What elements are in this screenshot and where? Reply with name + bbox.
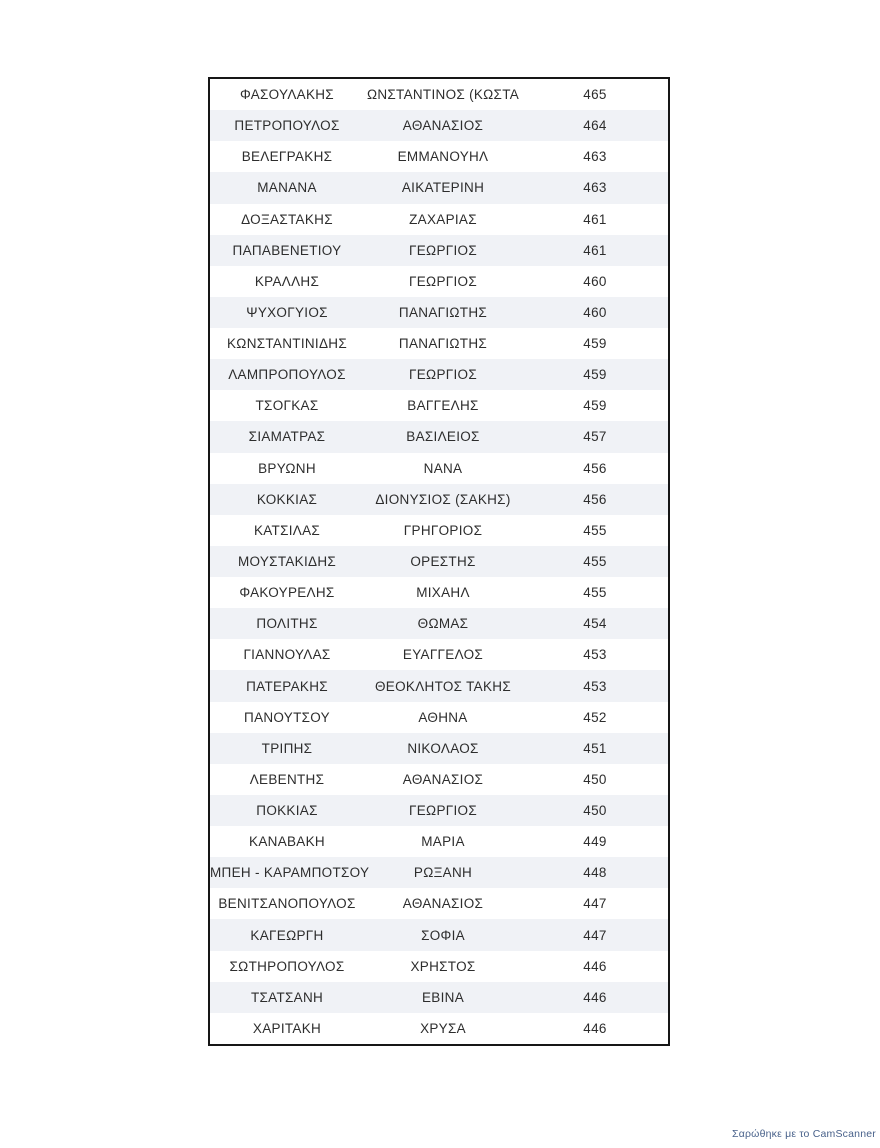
given-name-cell: ΘΩΜΑΣ <box>417 616 469 632</box>
count-cell: 449 <box>583 834 607 850</box>
given-name-cell: ΖΑΧΑΡΙΑΣ <box>409 211 477 227</box>
table-row <box>210 266 668 297</box>
table-row <box>210 702 668 733</box>
surname-cell: ΣΙΑΜΑΤΡΑΣ <box>248 429 326 445</box>
table-row <box>210 453 668 484</box>
surname-cell: ΓΙΑΝΝΟΥΛΑΣ <box>243 647 331 663</box>
table-row <box>210 919 668 950</box>
surname-cell: ΠΑΤΕΡΑΚΗΣ <box>246 678 328 694</box>
count-cell: 465 <box>583 87 607 103</box>
surname-cell: ΣΩΤΗΡΟΠΟΥΛΟΣ <box>229 958 345 974</box>
surname-cell: ΤΡΙΠΗΣ <box>261 740 313 756</box>
given-name-cell: ΓΡΗΓΟΡΙΟΣ <box>403 522 483 538</box>
surname-cell: ΒΕΛΕΓΡΑΚΗΣ <box>241 149 333 165</box>
count-cell: 448 <box>583 865 607 881</box>
given-name-cell: ΔΙΟΝΥΣΙΟΣ (ΣΑΚΗΣ) <box>375 491 511 507</box>
surname-cell: ΦΑΚΟΥΡΕΛΗΣ <box>239 585 335 601</box>
count-cell: 446 <box>583 958 607 974</box>
given-name-cell: ΠΑΝΑΓΙΩΤΗΣ <box>398 336 488 352</box>
camscanner-watermark: Σαρώθηκε με το CamScanner <box>732 1128 876 1140</box>
given-name-cell: ΘΕΟΚΛΗΤΟΣ ΤΑΚΗΣ <box>375 678 511 694</box>
count-cell: 456 <box>583 491 607 507</box>
count-cell: 451 <box>583 740 607 756</box>
count-cell: 464 <box>583 118 607 134</box>
table-row <box>210 857 668 888</box>
given-name-cell: ΑΘΗΝΑ <box>418 709 468 725</box>
count-cell: 457 <box>583 429 607 445</box>
count-cell: 453 <box>583 678 607 694</box>
count-cell: 455 <box>583 522 607 538</box>
surname-cell: ΚΑΤΣΙΛΑΣ <box>253 522 321 538</box>
count-cell: 452 <box>583 709 607 725</box>
given-name-cell: ΧΡΗΣΤΟΣ <box>410 958 476 974</box>
table-row <box>210 421 668 452</box>
given-name-cell: ΕΒΙΝΑ <box>421 989 464 1005</box>
given-name-cell: ΑΘΑΝΑΣΙΟΣ <box>402 771 484 787</box>
table-row <box>210 297 668 328</box>
given-name-cell: ΜΙΧΑΗΛ <box>416 585 470 601</box>
table-row <box>210 764 668 795</box>
table-row <box>210 577 668 608</box>
count-cell: 461 <box>583 242 607 258</box>
count-cell: 453 <box>583 647 607 663</box>
surname-cell: ΚΑΓΕΩΡΓΗ <box>250 927 324 943</box>
given-name-cell: ΒΑΣΙΛΕΙΟΣ <box>406 429 480 445</box>
table-row <box>210 888 668 919</box>
surname-cell: ΚΡΑΛΛΗΣ <box>254 273 320 289</box>
surname-cell: ΠΟΛΙΤΗΣ <box>256 616 318 632</box>
surname-cell: ΠΑΝΟΥΤΣΟΥ <box>244 709 330 725</box>
count-cell: 450 <box>583 803 607 819</box>
results-table <box>208 77 670 1046</box>
given-name-cell: ΓΕΩΡΓΙΟΣ <box>409 273 477 289</box>
count-cell: 459 <box>583 336 607 352</box>
table-row <box>210 110 668 141</box>
given-name-cell: ΝΑΝΑ <box>423 460 463 476</box>
count-cell: 460 <box>583 273 607 289</box>
count-cell: 455 <box>583 553 607 569</box>
surname-cell: ΛΑΜΠΡΟΠΟΥΛΟΣ <box>228 367 346 383</box>
surname-cell: ΜΠΕΗ - ΚΑΡΑΜΠΟΤΣΟΥ <box>210 865 370 881</box>
table-row <box>210 328 668 359</box>
count-cell: 463 <box>583 180 607 196</box>
count-cell: 446 <box>583 989 607 1005</box>
table-row <box>210 639 668 670</box>
given-name-cell: ΕΥΑΓΓΕΛΟΣ <box>402 647 484 663</box>
surname-cell: ΤΣΑΤΣΑΝΗ <box>250 989 324 1005</box>
table-row <box>210 733 668 764</box>
count-cell: 450 <box>583 771 607 787</box>
surname-cell: ΚΟΚΚΙΑΣ <box>256 491 318 507</box>
surname-cell: ΤΣΟΓΚΑΣ <box>255 398 319 414</box>
surname-cell: ΜΑΝΑΝΑ <box>257 180 317 196</box>
count-cell: 460 <box>583 304 607 320</box>
table-row <box>210 79 668 110</box>
surname-cell: ΦΑΣΟΥΛΑΚΗΣ <box>240 87 334 103</box>
given-name-cell: ΜΑΡΙΑ <box>421 834 465 850</box>
count-cell: 459 <box>583 398 607 414</box>
given-name-cell: ΓΕΩΡΓΙΟΣ <box>409 803 477 819</box>
given-name-cell: ΟΡΕΣΤΗΣ <box>410 553 476 569</box>
surname-cell: ΠΑΠΑΒΕΝΕΤΙΟΥ <box>232 242 342 258</box>
surname-cell: ΚΩΝΣΤΑΝΤΙΝΙΔΗΣ <box>227 336 347 352</box>
count-cell: 463 <box>583 149 607 165</box>
count-cell: 455 <box>583 585 607 601</box>
given-name-cell: ΠΑΝΑΓΙΩΤΗΣ <box>398 304 488 320</box>
given-name-cell: ΧΡΥΣΑ <box>420 1020 466 1036</box>
table-row <box>210 515 668 546</box>
table-row <box>210 235 668 266</box>
count-cell: 461 <box>583 211 607 227</box>
table-row <box>210 484 668 515</box>
given-name-cell: ΣΟΦΙΑ <box>421 927 465 943</box>
count-cell: 456 <box>583 460 607 476</box>
surname-cell: ΠΟΚΚΙΑΣ <box>256 803 318 819</box>
count-cell: 447 <box>583 896 607 912</box>
table-row <box>210 390 668 421</box>
surname-cell: ΚΑΝΑΒΑΚΗ <box>249 834 325 850</box>
table-row <box>210 795 668 826</box>
surname-cell: ΜΟΥΣΤΑΚΙΔΗΣ <box>237 553 337 569</box>
surname-cell: ΠΕΤΡΟΠΟΥΛΟΣ <box>234 118 340 134</box>
given-name-cell: ΑΘΑΝΑΣΙΟΣ <box>402 118 484 134</box>
given-name-cell: ΑΙΚΑΤΕΡΙΝΗ <box>401 180 485 196</box>
table-row <box>210 826 668 857</box>
given-name-cell: ΑΘΑΝΑΣΙΟΣ <box>402 896 484 912</box>
surname-cell: ΒΕΝΙΤΣΑΝΟΠΟΥΛΟΣ <box>218 896 356 912</box>
table-row <box>210 982 668 1013</box>
surname-cell: ΔΟΞΑΣΤΑΚΗΣ <box>241 211 333 227</box>
given-name-cell: ΒΑΓΓΕΛΗΣ <box>407 398 479 414</box>
table-row <box>210 951 668 982</box>
given-name-cell: ΓΕΩΡΓΙΟΣ <box>409 242 477 258</box>
surname-cell: ΒΡΥΩΝΗ <box>258 460 316 476</box>
count-cell: 447 <box>583 927 607 943</box>
given-name-cell: ΓΕΩΡΓΙΟΣ <box>409 367 477 383</box>
given-name-cell: ΕΜΜΑΝΟΥΗΛ <box>397 149 489 165</box>
table-row <box>210 670 668 701</box>
given-name-cell: ΝΙΚΟΛΑΟΣ <box>407 740 479 756</box>
surname-cell: ΛΕΒΕΝΤΗΣ <box>249 771 325 787</box>
table-row <box>210 172 668 203</box>
table-row <box>210 608 668 639</box>
table-row <box>210 546 668 577</box>
table-row <box>210 1013 668 1044</box>
table-row <box>210 359 668 390</box>
given-name-cell: ΡΩΞΑΝΗ <box>413 865 473 881</box>
surname-cell: ΧΑΡΙΤΑΚΗ <box>252 1020 322 1036</box>
table-row <box>210 204 668 235</box>
table-row <box>210 141 668 172</box>
surname-cell: ΨΥΧΟΓΥΙΟΣ <box>246 304 328 320</box>
count-cell: 446 <box>583 1020 607 1036</box>
count-cell: 454 <box>583 616 607 632</box>
given-name-cell: ΩΝΣΤΑΝΤΙΝΟΣ (ΚΩΣΤΑ <box>366 87 520 103</box>
count-cell: 459 <box>583 367 607 383</box>
